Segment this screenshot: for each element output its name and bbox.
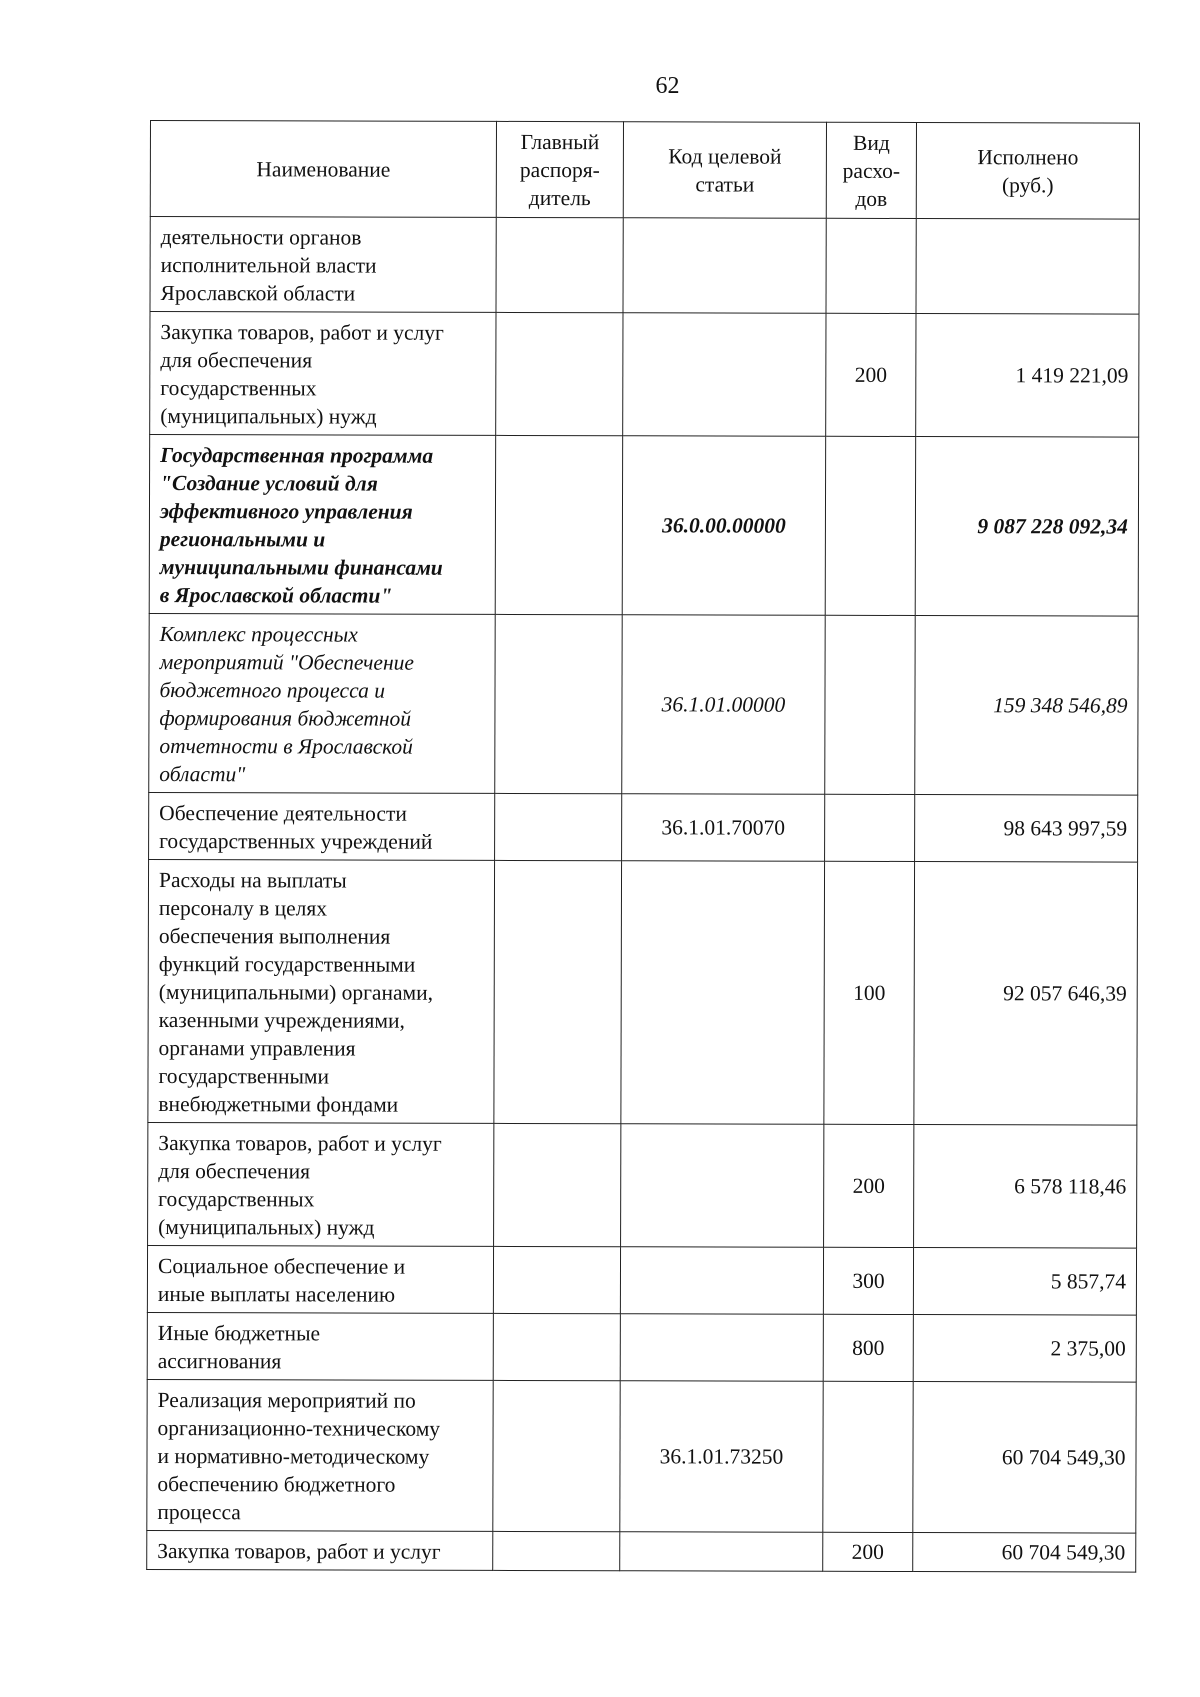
name-line: в Ярославской области" bbox=[159, 583, 393, 608]
name-line: Закупка товаров, работ и услуг bbox=[160, 320, 444, 345]
cell-vid bbox=[823, 1314, 913, 1381]
name-line: Комплекс процессных bbox=[159, 622, 358, 647]
cell-vid-value: 200 bbox=[851, 1539, 884, 1564]
header-amount: Исполнено (руб.) bbox=[916, 123, 1139, 220]
page-number: 62 bbox=[655, 73, 680, 99]
cell-name bbox=[147, 1245, 493, 1313]
cell-grbs bbox=[496, 312, 623, 435]
cell-name bbox=[150, 312, 496, 436]
name-line: государственных bbox=[158, 1187, 315, 1212]
cell-code bbox=[623, 218, 826, 314]
name-line: формирования бюджетной bbox=[159, 706, 412, 731]
cell-vid bbox=[825, 615, 915, 794]
name-line: процесса bbox=[157, 1500, 241, 1525]
cell-vid bbox=[824, 1124, 914, 1247]
name-line: и нормативно-методическому bbox=[157, 1444, 430, 1469]
name-line: обеспечению бюджетного bbox=[157, 1472, 396, 1497]
cell-code-value: 36.1.01.73250 bbox=[659, 1444, 784, 1469]
cell-code bbox=[623, 313, 826, 437]
cell-name bbox=[150, 217, 496, 313]
name-line: функций государственными bbox=[158, 952, 416, 977]
name-line: персоналу в целях bbox=[158, 896, 328, 921]
cell-amount-value: 60 704 549,30 bbox=[1001, 1445, 1126, 1470]
name-line: Закупка товаров, работ и услуг bbox=[158, 1131, 442, 1156]
cell-name bbox=[149, 792, 495, 860]
name-line: деятельности органов bbox=[160, 225, 362, 250]
cell-amount bbox=[915, 616, 1138, 796]
cell-grbs bbox=[493, 1246, 620, 1313]
table-row bbox=[148, 1122, 1137, 1248]
cell-code bbox=[620, 1532, 823, 1572]
name-line: обеспечения выполнения bbox=[158, 924, 391, 949]
table-row bbox=[147, 1379, 1136, 1533]
table-row bbox=[147, 1245, 1136, 1315]
name-line: для обеспечения bbox=[160, 348, 313, 373]
table-body bbox=[147, 217, 1140, 1573]
cell-name bbox=[147, 1530, 493, 1570]
cell-code bbox=[622, 615, 825, 795]
name-line: Реализация мероприятий по bbox=[157, 1388, 416, 1413]
name-line: Расходы на выплаты bbox=[158, 868, 347, 893]
cell-amount bbox=[915, 437, 1138, 617]
cell-amount bbox=[914, 862, 1138, 1126]
header-vid: Вид расхо- дов bbox=[826, 122, 916, 218]
cell-amount bbox=[913, 1533, 1136, 1573]
cell-vid bbox=[825, 436, 915, 615]
name-line: Иные бюджетные bbox=[157, 1321, 321, 1346]
name-line: Государственная программа bbox=[160, 443, 434, 468]
table-row bbox=[149, 613, 1138, 795]
name-line: Закупка товаров, работ и услуг bbox=[157, 1539, 441, 1564]
name-line: государственных учреждений bbox=[159, 829, 433, 854]
name-line: (муниципальными) органами, bbox=[158, 980, 434, 1005]
name-line: государственными bbox=[158, 1064, 330, 1089]
cell-vid bbox=[826, 218, 916, 313]
cell-amount bbox=[916, 219, 1139, 315]
name-line: государственных bbox=[160, 376, 317, 401]
cell-name bbox=[149, 435, 495, 615]
table-row bbox=[150, 312, 1139, 438]
name-line: муниципальными финансами bbox=[159, 555, 443, 580]
cell-vid-value: 200 bbox=[854, 362, 887, 387]
cell-amount-value: 6 578 118,46 bbox=[1014, 1174, 1127, 1199]
cell-name bbox=[148, 859, 495, 1123]
cell-vid bbox=[825, 794, 915, 861]
name-line: бюджетного процесса и bbox=[159, 678, 386, 703]
cell-vid bbox=[824, 861, 915, 1124]
cell-code bbox=[622, 794, 825, 862]
name-line: области" bbox=[159, 762, 246, 787]
cell-vid-value: 300 bbox=[852, 1268, 885, 1293]
table-row bbox=[147, 1312, 1136, 1382]
name-line: казенными учреждениями, bbox=[158, 1008, 405, 1033]
cell-vid-value: 800 bbox=[852, 1335, 885, 1360]
cell-code bbox=[621, 1124, 824, 1248]
cell-vid bbox=[823, 1381, 913, 1532]
name-line: Обеспечение деятельности bbox=[159, 801, 407, 826]
header-name: Наименование bbox=[150, 121, 496, 218]
cell-vid-value: 200 bbox=[852, 1173, 885, 1198]
table-row bbox=[149, 792, 1138, 862]
budget-table bbox=[146, 120, 1140, 1573]
name-line: Ярославской области bbox=[160, 281, 356, 306]
table-row bbox=[150, 217, 1139, 315]
name-line: (муниципальных) нужд bbox=[158, 1215, 375, 1240]
cell-code bbox=[622, 436, 825, 616]
cell-code bbox=[621, 861, 825, 1125]
cell-code-value: 36.0.00.00000 bbox=[662, 513, 786, 538]
name-line: "Создание условий для bbox=[160, 471, 378, 496]
cell-grbs bbox=[496, 217, 623, 312]
cell-code-value: 36.1.01.00000 bbox=[661, 692, 786, 717]
cell-amount bbox=[914, 1125, 1137, 1249]
cell-amount bbox=[915, 795, 1138, 863]
cell-code bbox=[620, 1247, 823, 1315]
cell-amount-value: 92 057 646,39 bbox=[1003, 981, 1127, 1006]
table-header-row bbox=[150, 121, 1139, 220]
name-line: Социальное обеспечение и bbox=[157, 1254, 406, 1279]
header-grbs: Главный распоря- дитель bbox=[496, 121, 623, 217]
cell-amount-value: 2 375,00 bbox=[1050, 1336, 1126, 1361]
cell-vid bbox=[823, 1247, 913, 1314]
name-line: эффективного управления bbox=[159, 499, 413, 524]
cell-code bbox=[620, 1381, 823, 1533]
name-line: региональными и bbox=[159, 527, 326, 552]
cell-name bbox=[149, 613, 495, 793]
cell-name bbox=[148, 1122, 494, 1246]
cell-code-value: 36.1.01.70070 bbox=[661, 815, 785, 840]
cell-amount-value: 60 704 549,30 bbox=[1001, 1540, 1126, 1565]
name-line: для обеспечения bbox=[158, 1159, 311, 1184]
name-line: ассигнования bbox=[157, 1349, 282, 1374]
name-line: исполнительной власти bbox=[160, 253, 377, 278]
table-row bbox=[147, 1530, 1136, 1572]
cell-vid-value: 100 bbox=[853, 980, 886, 1005]
cell-grbs bbox=[493, 1380, 620, 1531]
cell-amount bbox=[913, 1315, 1136, 1383]
name-line: иные выплаты населению bbox=[157, 1282, 396, 1307]
cell-code bbox=[620, 1314, 823, 1382]
cell-grbs bbox=[495, 435, 622, 614]
cell-amount bbox=[916, 314, 1139, 438]
name-line: мероприятий "Обеспечение bbox=[159, 650, 414, 675]
name-line: организационно-техническому bbox=[157, 1416, 441, 1441]
cell-amount bbox=[913, 1382, 1136, 1534]
cell-grbs bbox=[495, 793, 622, 860]
cell-amount-value: 1 419 221,09 bbox=[1015, 363, 1129, 388]
cell-vid bbox=[826, 313, 916, 436]
name-line: внебюджетными фондами bbox=[158, 1092, 399, 1117]
name-line: органами управления bbox=[158, 1036, 356, 1061]
table-row bbox=[148, 859, 1138, 1125]
cell-grbs bbox=[493, 1313, 620, 1380]
cell-amount-value: 159 348 546,89 bbox=[993, 693, 1128, 718]
cell-grbs bbox=[493, 1531, 620, 1570]
cell-grbs bbox=[494, 860, 622, 1123]
cell-vid bbox=[823, 1532, 913, 1571]
cell-amount bbox=[913, 1248, 1136, 1316]
header-code: Код целевой статьи bbox=[623, 122, 826, 219]
cell-name bbox=[147, 1379, 493, 1531]
table-row bbox=[149, 435, 1138, 617]
name-line: (муниципальных) нужд bbox=[160, 404, 377, 429]
cell-amount-value: 5 857,74 bbox=[1050, 1269, 1126, 1294]
cell-name bbox=[147, 1312, 493, 1380]
cell-amount-value: 98 643 997,59 bbox=[1003, 816, 1128, 841]
cell-grbs bbox=[495, 614, 622, 793]
cell-amount-value: 9 087 228 092,34 bbox=[977, 514, 1128, 539]
name-line: отчетности в Ярославской bbox=[159, 734, 413, 759]
cell-grbs bbox=[494, 1123, 621, 1246]
